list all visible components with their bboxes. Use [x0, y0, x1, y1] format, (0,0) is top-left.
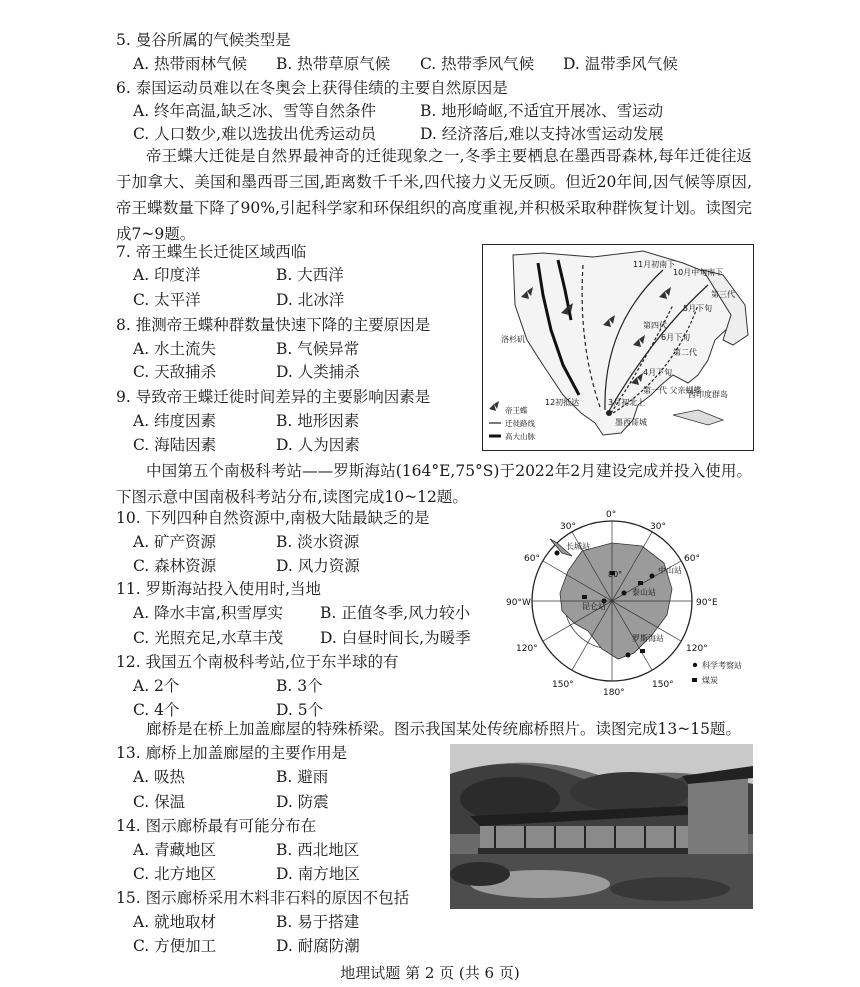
deg-150w: 150°	[552, 680, 574, 690]
q11-stem: 11. 罗斯海站投入使用时,当地	[116, 580, 322, 598]
label-mar-early: 3月初北上	[608, 398, 646, 407]
q10-option-c: C. 森林资源	[133, 557, 217, 575]
covered-bridge-photo	[450, 744, 753, 909]
q5-stem: 5. 曼谷所属的气候类型是	[116, 31, 291, 49]
legend-butterfly: 帝王蝶	[505, 406, 528, 415]
deg-30w: 30°	[560, 522, 576, 532]
q15-stem: 15. 图示廊桥采用木料非石料的原因不包括	[116, 889, 410, 907]
photo-drawing	[450, 744, 753, 909]
deg-90e: 90°E	[696, 598, 718, 608]
deg-180: 180°	[603, 688, 625, 697]
deg-60w: 60°	[524, 554, 540, 564]
station-zhongshan: 中山站	[658, 566, 682, 575]
label-apr-late: 4月下旬	[643, 368, 673, 377]
polar-map-drawing	[500, 505, 752, 697]
q11-option-d: D. 白昼时间长,为暖季	[320, 629, 471, 647]
legend-mountain: 高大山脉	[505, 432, 535, 441]
q13-stem: 13. 廊桥上加盖廊屋的主要作用是	[116, 744, 348, 762]
label-la: 洛杉矶	[501, 335, 525, 344]
lat-80: 80°	[608, 570, 623, 579]
q8-option-c: C. 天敌捕杀	[133, 363, 217, 381]
q14-option-d: D. 南方地区	[276, 865, 360, 883]
label-oct: 10月中旬南下	[673, 268, 724, 277]
q6-option-b: B. 地形崎岖,不适宜开展冰、雪运动	[420, 102, 664, 120]
label-dec: 12初抵达	[545, 398, 580, 407]
q15-option-c: C. 方便加工	[133, 937, 217, 955]
label-mexico: 墨西哥城	[615, 418, 647, 427]
deg-120w: 120°	[516, 644, 538, 654]
q8-option-b: B. 气候异常	[276, 340, 360, 358]
intro-covered-bridge: 廊桥是在桥上加盖廊屋的特殊桥梁。图示我国某处传统廊桥照片。读图完成13~15题。	[146, 720, 741, 738]
legend-coal: 煤炭	[702, 676, 718, 685]
q11-option-b: B. 正值冬季,风力较小	[320, 604, 471, 622]
q5-option-d: D. 温带季风气候	[563, 55, 678, 73]
q10-option-b: B. 淡水资源	[276, 533, 360, 551]
q6-option-c: C. 人口数少,难以选拔出优秀运动员	[133, 125, 377, 143]
q14-option-b: B. 西北地区	[276, 841, 360, 859]
label-june-late: 6月下旬	[661, 333, 691, 342]
q9-option-b: B. 地形因素	[276, 412, 360, 430]
q12-stem: 12. 我国五个南极科考站,位于东半球的有	[116, 653, 399, 671]
q15-option-d: D. 耐腐防潮	[276, 937, 360, 955]
q8-stem: 8. 推测帝王蝶种群数量快速下降的主要原因是	[116, 316, 431, 334]
page-footer: 地理试题 第 2 页 (共 6 页)	[340, 964, 520, 982]
label-gen4: 第四代	[643, 321, 667, 330]
q8-option-a: A. 水土流失	[133, 340, 217, 358]
legend-station: 科学考察站	[702, 661, 742, 670]
q10-option-d: D. 风力资源	[276, 557, 360, 575]
q7-stem: 7. 帝王蝶生长迁徙区域西临	[116, 243, 307, 261]
intro-antarctic: 中国第五个南极科考站——罗斯海站(164°E,75°S)于2022年2月建设完成并投入使用。下图示意中国南极科考站分布,读图完成10~12题。	[116, 462, 752, 506]
q10-stem: 10. 下列四种自然资源中,南极大陆最缺乏的是	[116, 509, 430, 527]
legend-route: 迁徙路线	[505, 419, 535, 428]
q7-option-a: A. 印度洋	[133, 266, 201, 284]
q5-option-c: C. 热带季风气候	[420, 55, 535, 73]
q14-option-a: A. 青藏地区	[133, 841, 217, 859]
q7-option-b: B. 大西洋	[276, 266, 344, 284]
q5-option-a: A. 热带雨林气候	[133, 55, 248, 73]
q12-option-b: B. 3个	[276, 677, 323, 695]
deg-30e: 30°	[650, 522, 666, 532]
station-changcheng: 长城站	[566, 542, 590, 551]
q6-option-a: A. 终年高温,缺乏冰、雪等自然条件	[133, 102, 376, 120]
q8-option-d: D. 人类捕杀	[276, 363, 360, 381]
deg-0: 0°	[606, 510, 617, 520]
q12-option-c: C. 4个	[133, 701, 180, 719]
q9-option-a: A. 纬度因素	[133, 412, 217, 430]
q14-stem: 14. 图示廊桥最有可能分布在	[116, 817, 317, 835]
q13-option-c: C. 保温	[133, 793, 186, 811]
monarch-migration-map	[482, 244, 754, 451]
q9-option-c: C. 海陆因素	[133, 436, 217, 454]
station-ross: 罗斯海站	[632, 634, 664, 643]
q9-option-d: D. 人为因素	[276, 436, 360, 454]
station-taishan: 泰山站	[632, 588, 656, 597]
q9-stem: 9. 导致帝王蝶迁徙时间差异的主要影响因素是	[116, 388, 431, 406]
map-drawing	[483, 245, 753, 450]
deg-120e: 120°	[686, 644, 708, 654]
q14-option-c: C. 北方地区	[133, 865, 217, 883]
station-kunlun: 昆仑站	[582, 602, 606, 611]
antarctic-station-map	[500, 505, 752, 697]
q15-option-b: B. 易于搭建	[276, 913, 360, 931]
q10-option-a: A. 矿产资源	[133, 533, 217, 551]
deg-90w: 90°W	[506, 598, 531, 608]
q15-option-a: A. 就地取材	[133, 913, 217, 931]
q11-option-a: A. 降水丰富,积雪厚实	[133, 604, 283, 622]
q7-option-c: C. 太平洋	[133, 291, 201, 309]
q6-option-d: D. 经济落后,难以支持冰雪运动发展	[420, 125, 664, 143]
label-west-indies: 西印度群岛	[688, 390, 728, 399]
q13-option-a: A. 吸热	[133, 768, 186, 786]
deg-150e: 150°	[652, 680, 674, 690]
q12-option-a: A. 2个	[133, 677, 180, 695]
q6-stem: 6. 泰国运动员难以在冬奥会上获得佳绩的主要自然原因是	[116, 79, 508, 97]
q7-option-d: D. 北冰洋	[276, 291, 345, 309]
intro-monarch: 帝王蝶大迁徙是自然界最神奇的迁徙现象之一,冬季主要栖息在墨西哥森林,每年迁徙往返于加拿大、美国和墨西哥三国,距离数千千米,四代接力义无反顾。但近20年间,因气候等原因,帝王蝶数量下降了90%,引起科学家和环保组织的高度重视,并积极采取种群恢复计划。读图完成7~9题。	[116, 147, 752, 243]
label-nov: 11月初南下	[633, 260, 676, 269]
label-may-late: 5月下旬	[683, 304, 713, 313]
label-gen2: 第二代	[673, 348, 697, 357]
label-gen1: 第一代 父亲蝴蝶	[643, 386, 702, 395]
label-gen3: 第三代	[711, 290, 735, 299]
q12-option-d: D. 5个	[276, 701, 324, 719]
q13-option-b: B. 避雨	[276, 768, 329, 786]
deg-60e: 60°	[684, 554, 700, 564]
q5-option-b: B. 热带草原气候	[276, 55, 391, 73]
q11-option-c: C. 光照充足,水草丰茂	[133, 629, 284, 647]
q13-option-d: D. 防震	[276, 793, 329, 811]
